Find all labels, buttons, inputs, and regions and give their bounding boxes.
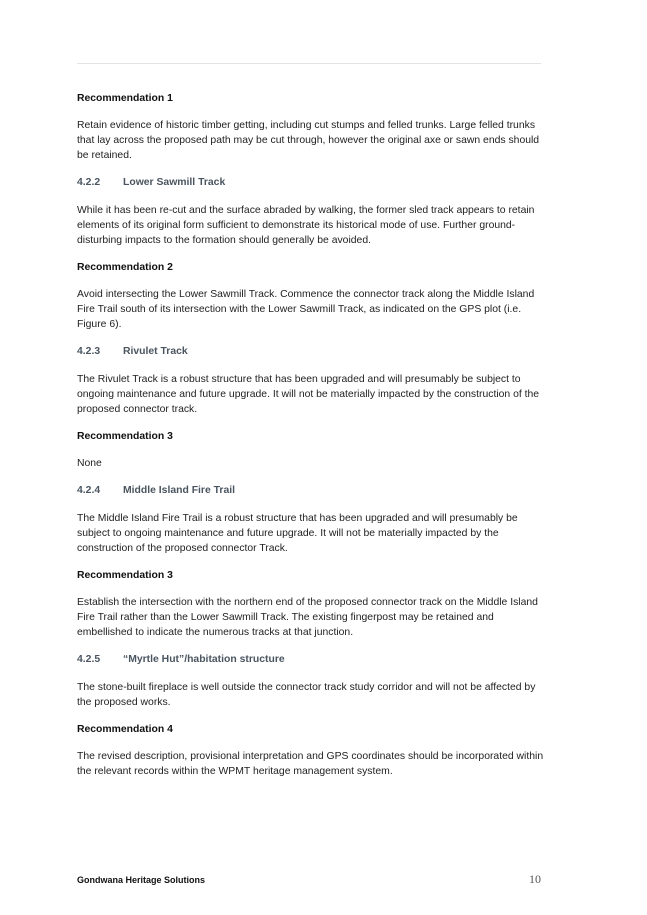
- paragraph: The stone-built fireplace is well outside the connector track study corridor and will not be affected by the proposed works.: [77, 682, 536, 708]
- paragraph: The Rivulet Track is a robust structure that has been upgraded and will presumably be subject to ongoing maintenance and future upgrade. It will not be materially impacted by the construction of the proposed connector track.: [77, 374, 540, 415]
- recommendation-heading: Recommendation 3: [77, 431, 173, 442]
- page-footer: [77, 872, 541, 887]
- section-title: “Myrtle Hut”/habitation structure: [123, 654, 285, 665]
- recommendation-heading: Recommendation 2: [77, 262, 173, 273]
- footer-organization: Gondwana Heritage Solutions: [77, 875, 206, 885]
- section-title: Lower Sawmill Track: [123, 177, 226, 188]
- recommendation-heading: Recommendation 4: [77, 724, 173, 735]
- paragraph: The Middle Island Fire Trail is a robust structure that has been upgraded and will presumably be subject to ongoing maintenance and future upgrade. It will not be materially impacted by the construction of the proposed connector Track.: [77, 513, 518, 554]
- paragraph: None: [77, 458, 102, 469]
- recommendation-heading: Recommendation 3: [77, 570, 173, 581]
- paragraph: While it has been re-cut and the surface abraded by walking, the former sled track appears to retain elements of its original form sufficient to demonstrate its historical mode of use. Further ground-disturbing impacts to the formation should generally be avoided.: [77, 205, 535, 246]
- page-number: 10: [529, 872, 541, 886]
- section-heading: [77, 484, 547, 498]
- section-heading: [77, 653, 547, 667]
- section-heading: [77, 345, 547, 359]
- recommendation-heading: Recommendation 1: [77, 93, 173, 104]
- section-heading: [77, 176, 547, 190]
- paragraph: Retain evidence of historic timber getting, including cut stumps and felled trunks. Large felled trunks that lay across the proposed path may be cut through, however the original axe or sawn ends should be retained.: [77, 120, 540, 161]
- paragraph: The revised description, provisional interpretation and GPS coordinates should be incorporated within the relevant records within the WPMT heritage management system.: [77, 751, 544, 777]
- paragraph: Establish the intersection with the northern end of the proposed connector track on the Middle Island Fire Trail rather than the Lower Sawmill Track. The existing fingerpost may be retained and embellished to indicate the numerous tracks at that junction.: [77, 597, 538, 638]
- header-rule: [77, 63, 541, 64]
- section-number: 4.2.5: [77, 654, 101, 665]
- paragraph: Avoid intersecting the Lower Sawmill Track. Commence the connector track along the Middle Island Fire Trail south of its intersection with the Lower Sawmill Track, as indicated on the GPS plot (i.e. Figure 6).: [77, 289, 535, 330]
- section-number: 4.2.4: [77, 485, 101, 496]
- section-number: 4.2.3: [77, 346, 101, 357]
- section-number: 4.2.2: [77, 177, 101, 188]
- document-body: [77, 92, 547, 792]
- section-title: Rivulet Track: [123, 346, 188, 357]
- section-title: Middle Island Fire Trail: [123, 485, 236, 496]
